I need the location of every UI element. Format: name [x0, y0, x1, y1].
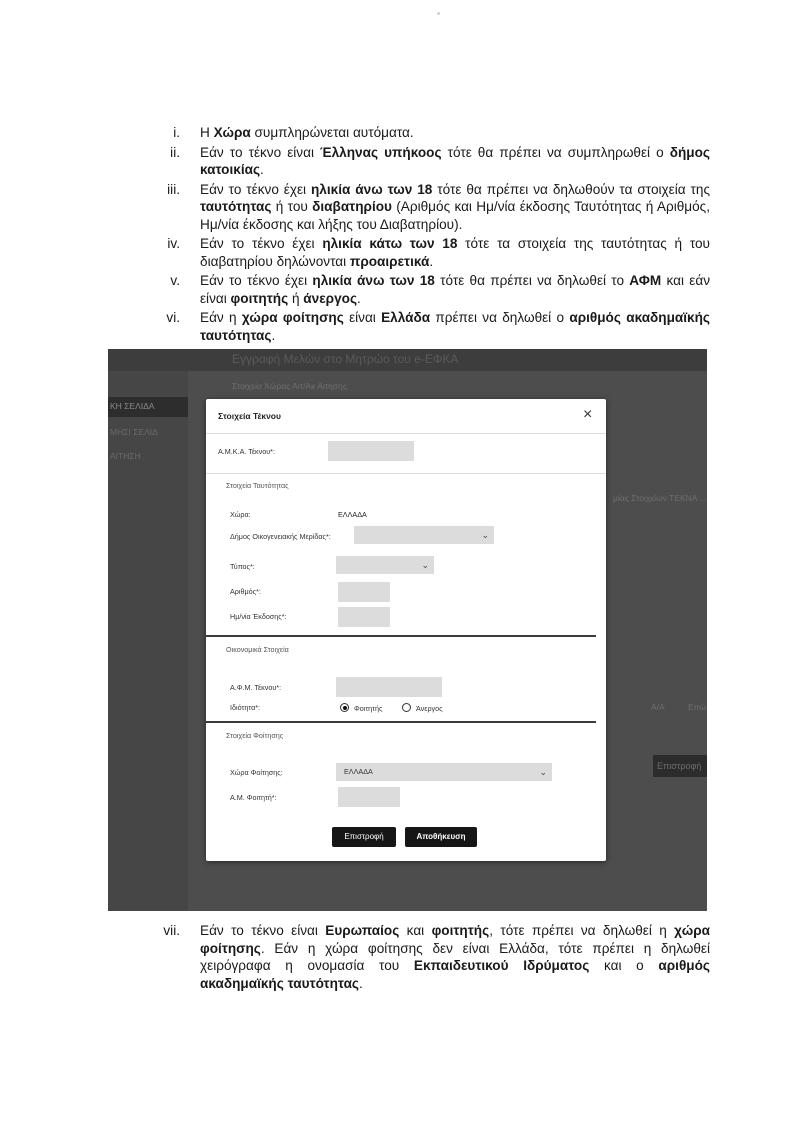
- instruction-emphasis: ηλικία άνω των 18: [311, 181, 433, 197]
- instruction-text: [200, 236, 710, 269]
- instruction-fragment: ή του: [271, 199, 313, 214]
- instruction-text: [200, 923, 710, 991]
- type-select[interactable]: [336, 556, 434, 574]
- country-value: ΕΛΛΑΔΑ: [338, 510, 367, 519]
- background-back-button[interactable]: Επιστροφή: [653, 755, 707, 777]
- instruction-emphasis: φοιτητής: [230, 290, 289, 306]
- instruction-fragment: και εάν είναι: [200, 273, 710, 306]
- instruction-emphasis: άνεργος: [303, 290, 358, 306]
- instruction-number: vii.: [163, 923, 180, 938]
- instruction-number: ii.: [170, 144, 180, 160]
- financial-section-title: Οικονομικά Στοιχεία: [226, 645, 289, 654]
- instruction-fragment: Εάν το τέκνο είναι: [200, 144, 321, 160]
- number-label: Αριθμός*:: [230, 587, 261, 596]
- instruction-fragment: και ο: [589, 958, 659, 973]
- radio-selected-dot: [343, 706, 347, 710]
- instruction-number: v.: [170, 273, 180, 288]
- sidebar-item[interactable]: ΑΙΤΗΣΗ: [110, 451, 141, 461]
- instruction-fragment: Εάν το τέκνο έχει: [200, 181, 311, 197]
- instruction-emphasis: Ελλάδα: [381, 310, 431, 325]
- app-topbar: [108, 349, 707, 371]
- instruction-fragment: .: [359, 975, 363, 991]
- instruction-emphasis: ταυτότητας: [200, 199, 272, 214]
- sidebar-item[interactable]: ΜΗΣΙ ΣΕΛΙΔ: [110, 427, 158, 437]
- instruction-emphasis: αριθμός ακαδημαϊκής ταυτότητας: [200, 958, 710, 991]
- afm-input[interactable]: [336, 677, 442, 697]
- section-bar: [206, 721, 596, 723]
- instruction-number: iv.: [167, 236, 180, 251]
- instruction-emphasis: Ευρωπαίος: [325, 923, 400, 938]
- instruction-item: [150, 181, 710, 234]
- instruction-number: vi.: [166, 310, 180, 325]
- instruction-text: [200, 125, 414, 140]
- instruction-fragment: τότε θα πρέπει να δηλωθεί το: [434, 273, 630, 288]
- instruction-list-continued: [150, 922, 710, 994]
- student-id-label: Α.Μ. Φοιτητή*:: [230, 793, 277, 802]
- instruction-fragment: τότε θα πρέπει να συμπληρωθεί ο: [441, 144, 670, 160]
- study-section-title: Στοιχεία Φοίτησης: [226, 731, 284, 740]
- afm-label: Α.Φ.Μ. Τέκνου*:: [230, 683, 282, 692]
- instruction-fragment: Η: [200, 125, 214, 140]
- instruction-fragment: .: [429, 253, 434, 269]
- modal-divider: [206, 433, 606, 434]
- instruction-fragment: .: [271, 327, 276, 343]
- instruction-fragment: Εάν η: [200, 310, 242, 325]
- instruction-fragment: (Αριθμός και Ημ/νία έκδοσης Ταυτότητας ή Αριθμός, Ημ/νία έκδοσης και λήξης του Διαβατηρίου).: [200, 199, 711, 232]
- instruction-emphasis: χώρα φοίτησης: [241, 310, 344, 325]
- screenshot-figure: [108, 349, 707, 911]
- instruction-fragment: είναι: [343, 310, 382, 325]
- amka-label: Α.Μ.Κ.Α. Τέκνου*:: [218, 447, 275, 456]
- app-title: Εγγραφή Μελών στο Μητρώο του e-ΕΦΚΑ: [232, 352, 459, 366]
- instruction-fragment: . Εάν η χώρα φοίτησης δεν είναι Ελλάδα, τότε πρέπει η δηλωθεί χειρόγραφα η ονομασία του: [200, 940, 710, 973]
- student-id-input[interactable]: [338, 787, 400, 807]
- background-column-header: Α/Α: [651, 702, 665, 712]
- instruction-item: [150, 922, 710, 992]
- unemployed-radio[interactable]: [402, 703, 411, 712]
- status-label: Ιδιότητα*:: [230, 703, 261, 712]
- student-radio[interactable]: [340, 703, 349, 712]
- instruction-number: i.: [173, 125, 180, 140]
- country-label: Χώρα:: [230, 510, 251, 519]
- save-button[interactable]: Αποθήκευση: [405, 827, 477, 847]
- page-dot: [437, 12, 440, 15]
- instruction-emphasis: ΑΦΜ: [629, 273, 662, 288]
- instruction-list: [150, 124, 710, 346]
- instruction-emphasis: φοιτητής: [431, 923, 490, 938]
- instruction-fragment: και: [399, 923, 432, 938]
- chevron-down-icon: ⌄: [421, 560, 429, 570]
- instruction-emphasis: ηλικία άνω των 18: [312, 273, 435, 288]
- chevron-down-icon: ⌄: [481, 530, 489, 540]
- instruction-fragment: ή: [288, 290, 304, 306]
- modal-title: Στοιχεία Τέκνου: [218, 411, 281, 421]
- amka-input[interactable]: [328, 441, 414, 461]
- instruction-number: iii.: [167, 181, 180, 197]
- instruction-fragment: τότε τα στοιχεία της ταυτότητας ή του διαβατηρίου δηλώνονται: [200, 236, 710, 269]
- app-sidebar: [108, 371, 188, 911]
- instruction-emphasis: Εκπαιδευτικού Ιδρύματος: [413, 958, 590, 973]
- number-input[interactable]: [338, 582, 390, 602]
- instruction-emphasis: Έλληνας υπήκοος: [320, 144, 442, 160]
- instruction-fragment: συμπληρώνεται αυτόματα.: [250, 125, 414, 140]
- instruction-fragment: Εάν το τέκνο έχει: [200, 273, 313, 288]
- municipality-select[interactable]: [354, 526, 494, 544]
- instruction-fragment: , τότε πρέπει να δηλωθεί η: [489, 923, 675, 938]
- instruction-fragment: τότε θα πρέπει να δηλωθούν τα στοιχεία της: [432, 181, 710, 197]
- instruction-text: [200, 310, 710, 343]
- chevron-down-icon: ⌄: [539, 767, 547, 777]
- issue-date-label: Ημ/νία Έκδοσης*:: [230, 612, 287, 621]
- instruction-fragment: πρέπει να δηλωθεί ο: [430, 310, 570, 325]
- back-button[interactable]: Επιστροφή: [332, 827, 396, 847]
- identity-section-title: Στοιχεία Ταυτότητας: [226, 481, 289, 490]
- instruction-text: [200, 273, 710, 306]
- background-column-header: Επώ: [688, 702, 707, 712]
- instruction-emphasis: αριθμός ακαδημαϊκής ταυτότητας: [200, 310, 711, 343]
- instruction-text: [200, 145, 710, 178]
- instruction-emphasis: ηλικία κάτω των 18: [322, 236, 458, 251]
- close-icon[interactable]: ×: [583, 406, 593, 423]
- instruction-emphasis: δήμος κατοικίας: [200, 144, 710, 177]
- study-country-select[interactable]: [336, 763, 552, 781]
- instruction-fragment: Εάν το τέκνο έχει: [200, 236, 323, 251]
- municipality-label: Δήμος Οικογενειακής Μερίδας*:: [230, 532, 331, 541]
- study-country-label: Χώρα Φοίτησης:: [230, 768, 283, 777]
- background-text: μίας Στοιχείων ΤΕΚΝΑ ...: [613, 493, 707, 503]
- section-bar: [206, 635, 596, 637]
- issue-date-input[interactable]: [338, 607, 390, 627]
- unemployed-radio-label: Άνεργος: [416, 704, 443, 713]
- type-label: Τύπος*:: [230, 562, 255, 571]
- sidebar-item[interactable]: ΚΗ ΣΕΛΙΔΑ: [110, 401, 155, 411]
- section-divider: [206, 473, 606, 474]
- child-details-modal: [206, 399, 606, 861]
- instruction-item: [150, 124, 710, 142]
- instruction-emphasis: Χώρα: [213, 125, 251, 140]
- instruction-emphasis: προαιρετικά: [349, 253, 430, 269]
- instruction-item: [150, 144, 710, 179]
- background-heading: Στοιχεία Χώρας Αιτ/Ακ Αιτησης: [232, 381, 347, 391]
- instruction-emphasis: χώρα φοίτησης: [200, 923, 710, 956]
- instruction-item: [150, 272, 710, 307]
- instruction-item: [150, 309, 710, 344]
- study-country-value: ΕΛΛΑΔΑ: [344, 767, 373, 776]
- instruction-fragment: Εάν το τέκνο είναι: [200, 923, 326, 938]
- instruction-item: [150, 235, 710, 270]
- instruction-fragment: .: [357, 290, 361, 306]
- instruction-fragment: .: [260, 162, 264, 177]
- instruction-emphasis: διαβατηρίου: [312, 199, 392, 214]
- student-radio-label: Φοιτητής: [354, 704, 383, 713]
- instruction-text: [200, 182, 710, 232]
